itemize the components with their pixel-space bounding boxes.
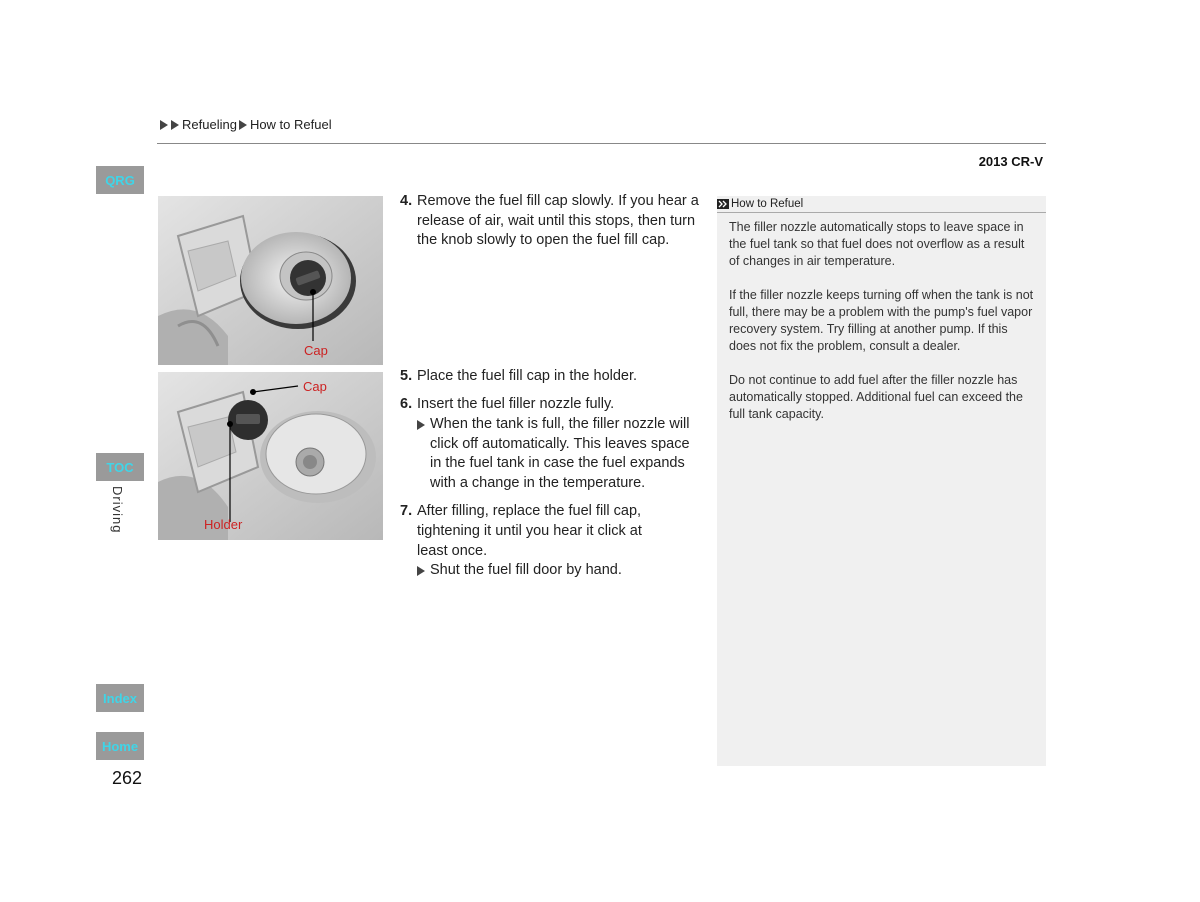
refuel-steps: [400, 192, 700, 581]
model-label: 2013 CR-V: [978, 154, 1043, 169]
step-7: [400, 502, 660, 561]
sidebar-body: [717, 213, 1046, 423]
sidebar-paragraph: If the filler nozzle keeps turning off when the tank is not full, there may be a problem with the pump's fuel vapor recovery system. Try filling at another pump. If this does not fix the problem, consult a dealer.: [729, 288, 1034, 353]
holder-callout: Holder: [204, 517, 243, 532]
step-text: Insert the fuel filler nozzle fully.: [417, 396, 615, 413]
note-text: Shut the fuel fill door by hand.: [430, 562, 622, 579]
arrow-icon: [160, 120, 168, 130]
step-6: [400, 395, 700, 415]
header-divider: [157, 143, 1046, 144]
arrow-icon: [417, 420, 425, 430]
step-number: 4.: [400, 193, 413, 209]
breadcrumb-item-how-to-refuel[interactable]: How to Refuel: [249, 117, 332, 132]
note-text: When the tank is full, the filler nozzle will click off automatically. This leaves space in the fuel tank in case the fuel expands with a change in the temperature.: [430, 415, 690, 491]
step-4: [400, 192, 700, 251]
step-number: 7.: [400, 503, 413, 520]
step-text: Remove the fuel fill cap slowly. If you hear a release of air, wait until this stops, then turn the knob slowly to open the fuel fill cap.: [417, 193, 699, 249]
toc-button[interactable]: TOC: [96, 453, 144, 481]
breadcrumb-item-refueling[interactable]: Refueling: [182, 117, 237, 132]
cap-callout: Cap: [304, 343, 328, 358]
fuel-cap-figure-top: [158, 196, 383, 365]
step-text: Place the fuel fill cap in the holder.: [417, 367, 638, 384]
info-sidebar: [717, 196, 1046, 766]
arrow-icon: [417, 566, 425, 576]
page-number: 262: [112, 768, 143, 788]
arrow-icon: [171, 120, 179, 130]
breadcrumb: [160, 117, 332, 132]
section-tab-driving: Driving: [110, 486, 125, 534]
cap-callout: Cap: [303, 379, 327, 394]
arrow-icon: [239, 120, 247, 130]
home-button[interactable]: Home: [96, 732, 144, 760]
sidebar-title: How to Refuel: [731, 198, 804, 210]
sidebar-paragraph: The filler nozzle automatically stops to leave space in the fuel tank so that fuel does not overflow as a result of changes in air temperature.: [729, 220, 1025, 268]
step-5: [400, 367, 700, 387]
step-text: After filling, replace the fuel fill cap, tightening it until you hear it click at least once.: [417, 503, 642, 559]
cap-holder-illustration: [158, 372, 383, 540]
reference-icon: [717, 199, 729, 209]
fuel-cap-figure-bottom: [158, 372, 383, 540]
step-7-note: [417, 561, 700, 581]
sidebar-paragraph: Do not continue to add fuel after the filler nozzle has automatically stopped. Additional fuel can exceed the full tank capacity.: [729, 373, 1023, 421]
index-button[interactable]: Index: [96, 684, 144, 712]
step-number: 6.: [400, 396, 413, 413]
step-number: 5.: [400, 367, 413, 384]
fuel-door-illustration: [158, 196, 383, 365]
sidebar-header: [717, 196, 1046, 213]
qrg-button[interactable]: QRG: [96, 166, 144, 194]
step-6-note: [417, 415, 700, 493]
